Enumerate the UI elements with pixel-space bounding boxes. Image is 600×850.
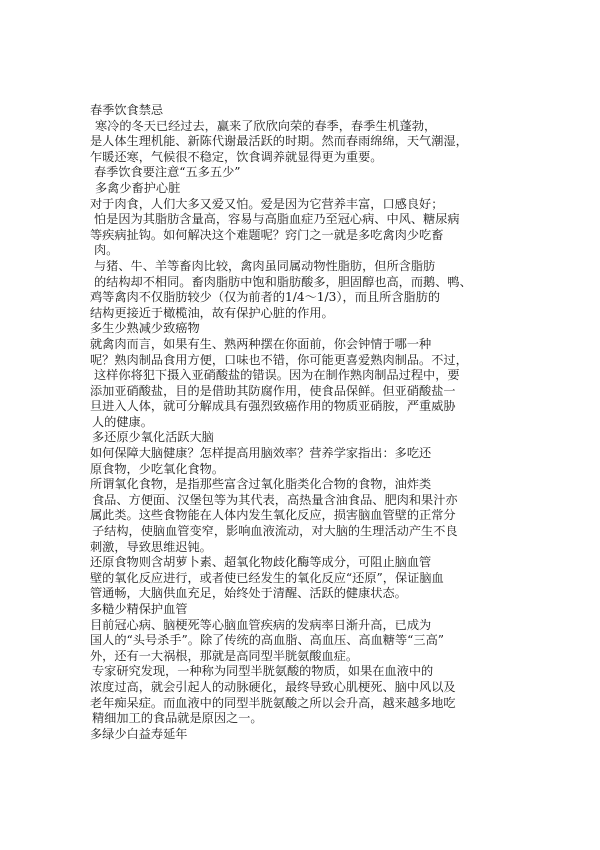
section-heading: 多禽少畜护心脏 [95, 180, 181, 195]
text-line: 等疾病扯钩。如何解决这个难题呢？窍门之一就是多吃禽肉少吃畜 [90, 227, 444, 242]
text-line: 与猪、牛、羊等畜肉比较，禽肉虽同属动物性脂肪，但所含脂肪 [94, 258, 436, 273]
text-line: 呢？熟肉制品食用方便，口味也不错，你可能更喜爱熟肉制品。不过， [90, 352, 468, 367]
section-heading: 多还原少氧化活跃大脑 [92, 430, 214, 445]
text-line: 添加亚硝酸盐，目的是借助其防腐作用，使食品保鲜。但亚硝酸盐一 [90, 383, 456, 398]
text-line: 老年痴呆症。而血液中的同型半胱氨酸之所以会升高，越来越多地吃 [90, 695, 456, 710]
text-line: 属此类。这些食物能在人体内发生氧化反应，损害脑血管壁的正常分 [90, 508, 456, 523]
text-line: 食品、方便面、汉堡包等为其代表，高热量含油食品、肥肉和果汁亦 [92, 492, 458, 507]
text-line: 乍暖还寒，气候很不稳定，饮食调养就显得更为重要。 [90, 149, 383, 164]
text-line: 对于肉食，人们大多又爱又怕。爱是因为它营养丰富，口感良好； [90, 196, 444, 211]
text-line: 管通畅，大脑供血充足，始终处于清醒、活跃的健康状态。 [90, 586, 407, 601]
text-line: 如何保障大脑健康？怎样提高用脑效率？营养学家指出：多吃还 [90, 446, 432, 461]
text-line: 国人的“头号杀手”。除了传统的高血脂、高血压、高血糖等“三高” [90, 633, 444, 648]
section-heading: 多绿少白益寿延年 [90, 726, 188, 741]
text-line: 刺激，导致思维迟钝。 [90, 539, 212, 554]
text-line: 这样你将犯下摄入亚硝酸盐的错误。因为在制作熟肉制品过程中，要 [94, 368, 460, 383]
section-heading: 多生少熟减少致癌物 [90, 321, 200, 336]
text-line: 的结构却不相同。畜肉脂肪中饱和脂肪酸多，胆固醇也高，而鹅、鸭、 [94, 274, 472, 289]
article-body [90, 103, 530, 742]
text-line: 精细加工的食品就是原因之一。 [92, 711, 263, 726]
text-line: 壁的氧化反应进行，或者使已经发生的氧化反应“还原”，保证脑血 [90, 570, 444, 585]
text-line: 肉。 [94, 243, 119, 258]
article-title: 春季饮食禁忌 [90, 103, 164, 117]
text-line: 原食物，少吃氧化食物。 [90, 461, 225, 476]
text-line: 还原食物则含胡萝卜素、超氧化物歧化酶等成分，可阻止脑血管 [90, 555, 432, 570]
text-line: 所谓氧化食物，是指那些富含过氧化脂类化合物的食物，油炸类 [90, 477, 432, 492]
text-line: 旦进入人体，就可分解成具有强烈致癌作用的物质亚硝胺，严重威胁 [90, 399, 456, 414]
text-line: 外，还有一大祸根，那就是高同型半胱氨酸血症。 [90, 648, 359, 663]
text-line: 鸡等禽肉不仅脂肪较少（仅为前者的1/4～1/3），而且所含脂肪的 [90, 290, 441, 305]
text-line: 浓度过高，就会引起人的动脉硬化，最终导致心肌梗死、脑中风以及 [90, 679, 456, 694]
section-heading: 春季饮食要注意“五多五少” [94, 165, 241, 180]
text-line: 目前冠心病、脑梗死等心脑血管疾病的发病率日渐升高，已成为 [90, 617, 432, 632]
section-heading: 多糙少精保护血管 [90, 602, 188, 616]
text-line: 子结构，使脑血管变窄，影响血液流动，对大脑的生理活动产生不良 [92, 524, 458, 539]
text-line: 怕是因为其脂肪含量高，容易与高脂血症乃至冠心病、中风、糖尿病 [94, 212, 460, 227]
text-line: 专家研究发现，一种称为同型半胱氨酸的物质，如果在血液中的 [92, 664, 434, 679]
text-line: 结构更接近于橄榄油，故有保护心脏的作用。 [90, 305, 334, 320]
text-line: 人的健康。 [92, 414, 153, 429]
text-line: 是人体生理机能、新陈代谢最活跃的时期。然而春雨绵绵，天气潮湿， [90, 134, 468, 149]
text-line: 就禽肉而言，如果有生、熟两种摆在你面前，你会钟情于哪一种 [90, 336, 432, 351]
text-line: 寒冷的冬天已经过去，赢来了欣欣向荣的春季，春季生机蓬勃， [95, 118, 437, 133]
